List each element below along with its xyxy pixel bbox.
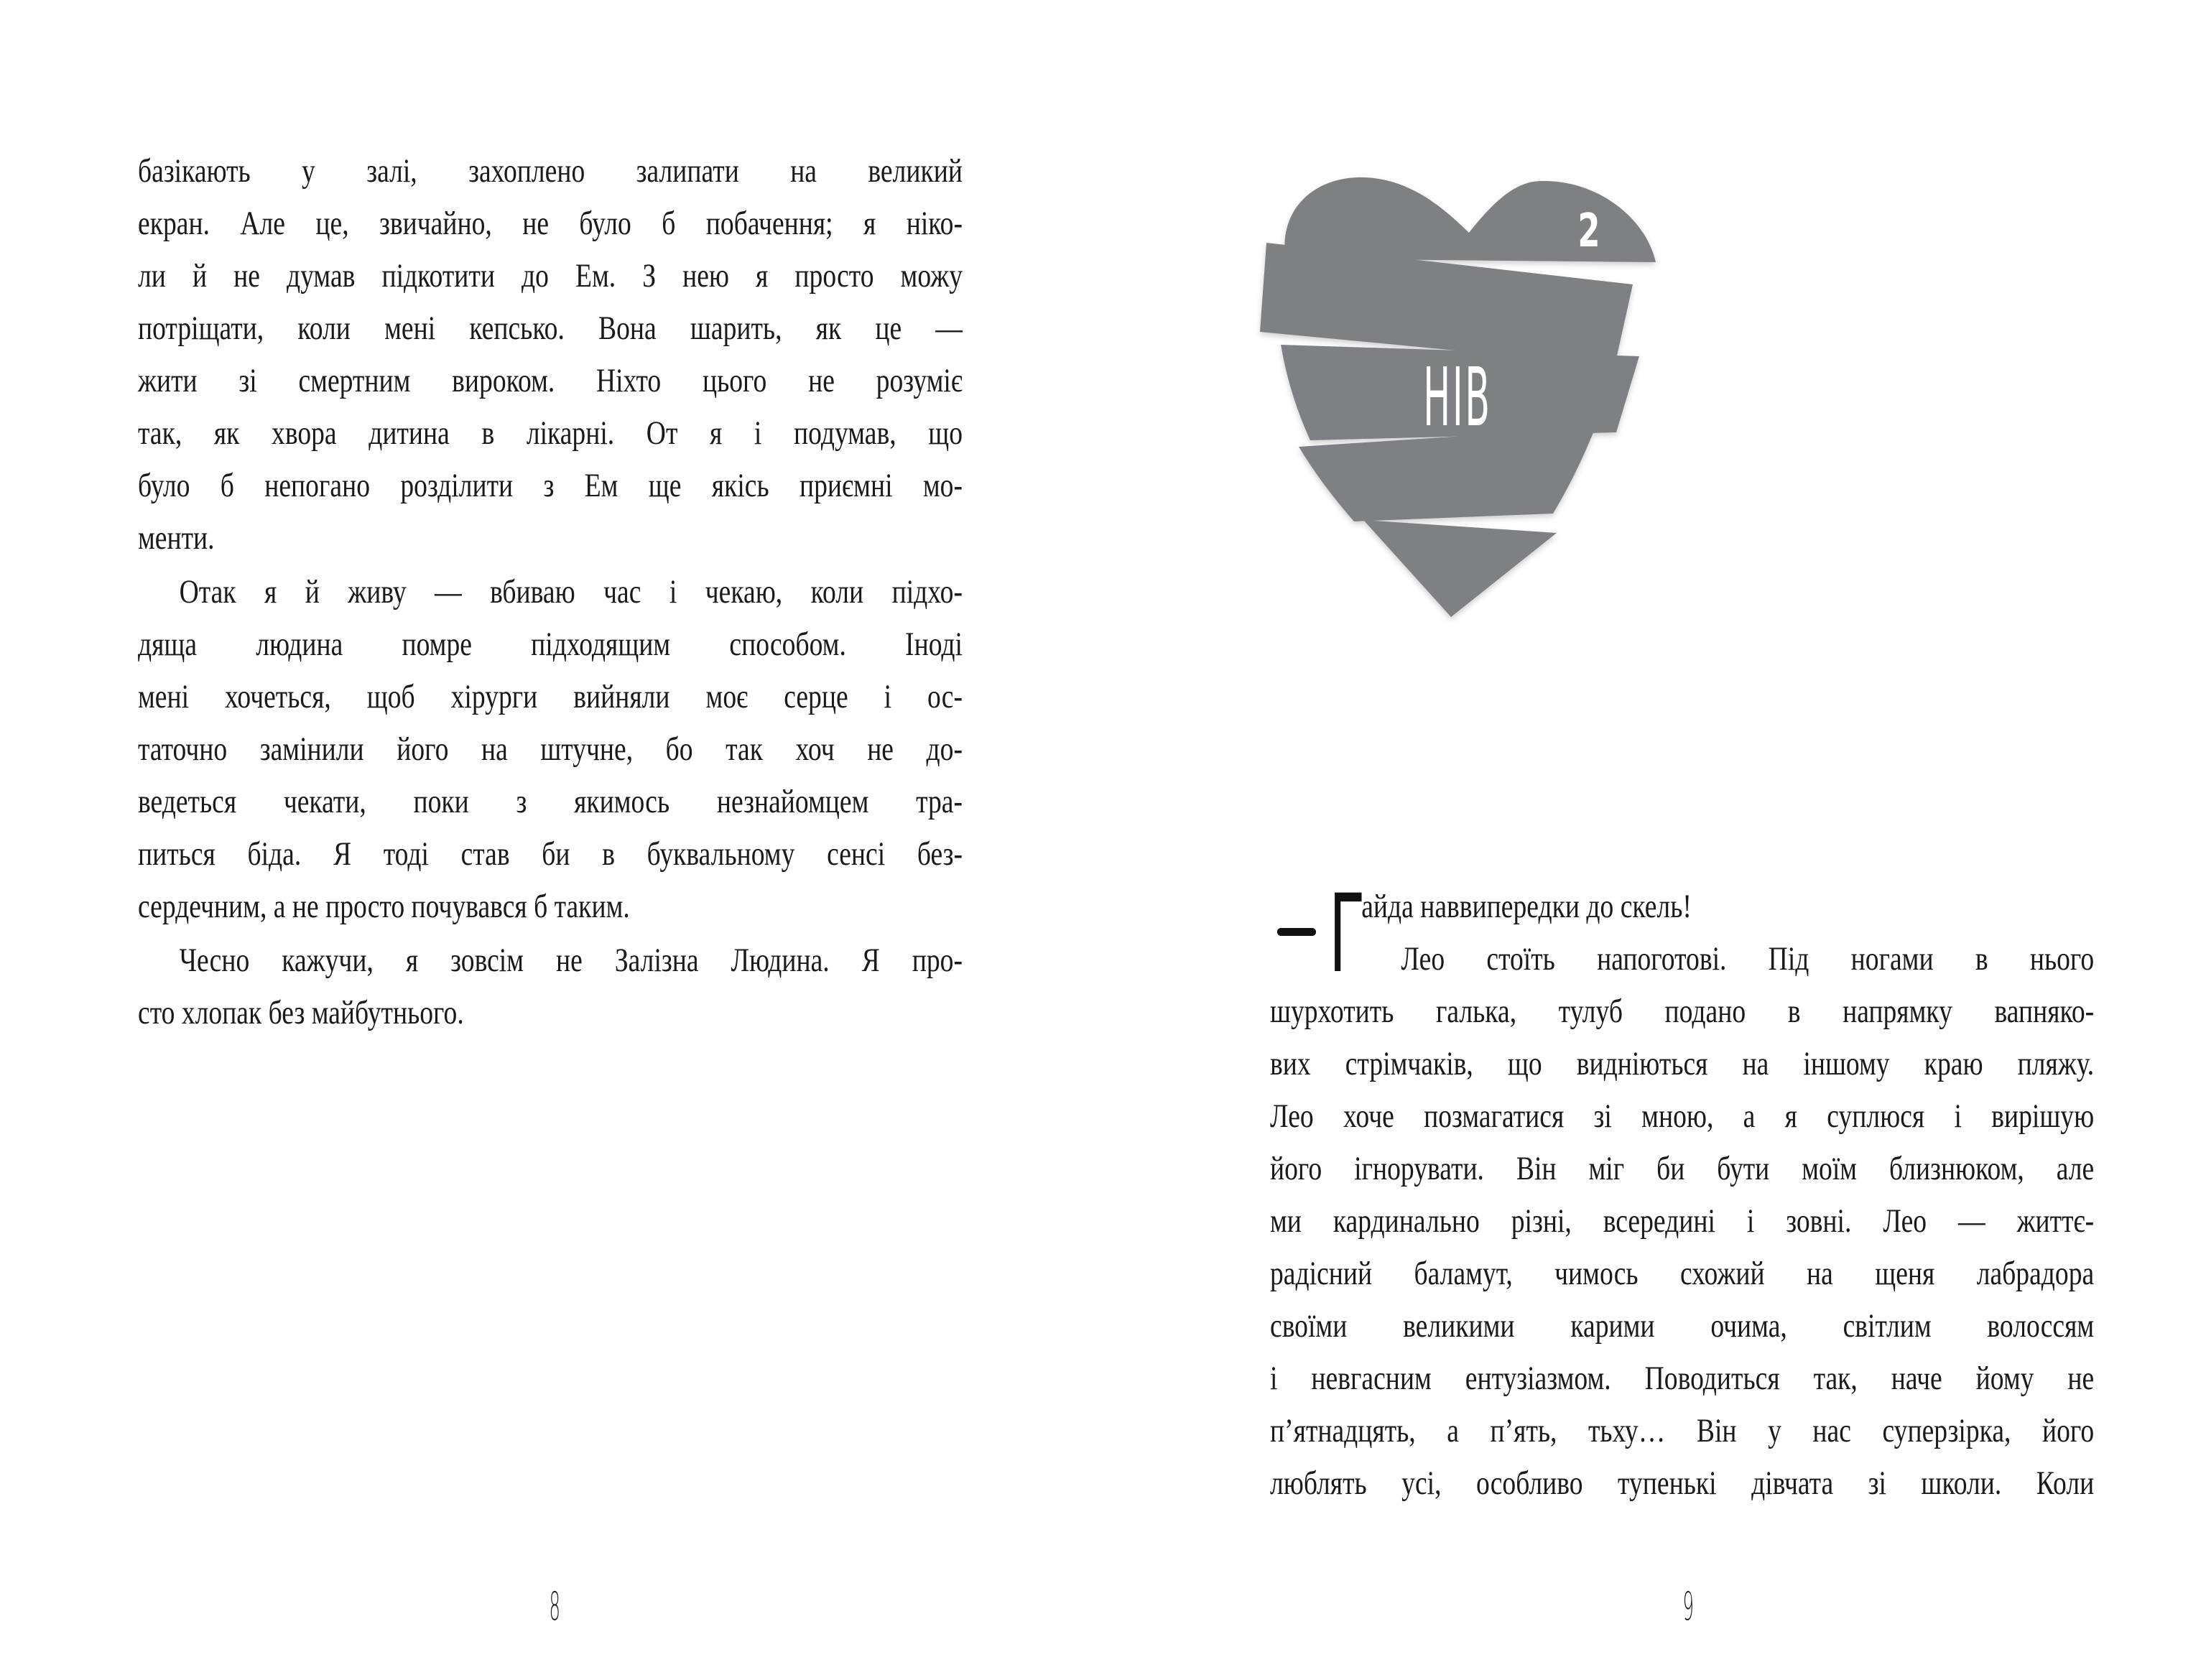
text-line: Чесно кажучи, я зовсім не Залізна Людина. Я про- bbox=[179, 942, 963, 979]
text-line: ведеться чекати, поки з якимось незнайомцем тра- bbox=[138, 783, 963, 820]
page-number-right: 9 bbox=[1682, 1584, 1694, 1629]
text-line: так, як хвора дитина в лікарні. От я і подумав, що bbox=[138, 414, 963, 452]
text-line: Лео хоче позмагатися зі мною, а я суплюся і вирішую bbox=[1270, 1097, 2095, 1135]
text-line: сто хлопак без майбутнього. bbox=[138, 994, 464, 1031]
text-line: жити зі смертним вироком. Ніхто цього не розуміє bbox=[138, 362, 963, 399]
text-line: питься біда. Я тоді став би в буквальному сенсі без- bbox=[138, 835, 963, 873]
text-line: сердечним, а не просто почувався б таким. bbox=[138, 888, 630, 925]
chapter-number: 2 bbox=[1577, 205, 1600, 259]
text-line: екран. Але це, звичайно, не було б побачення; я ніко- bbox=[138, 205, 963, 242]
text-line: менти. bbox=[138, 519, 215, 557]
text-line: було б непогано розділити з Ем ще якісь приємні мо- bbox=[138, 467, 963, 504]
text-line: шурхотить галька, тулуб подано в напрямку вапняко- bbox=[1270, 993, 2095, 1030]
text-line: дяща людина помре підходящим способом. Іноді bbox=[138, 626, 963, 663]
text-line: своїми великими карими очима, світлим волоссям bbox=[1270, 1307, 2095, 1345]
text-line: мені хочеться, щоб хірурги вийняли моє серце і ос- bbox=[138, 678, 963, 715]
text-line: таточно замінили його на штучне, бо так хоч не до- bbox=[138, 730, 963, 768]
drop-cap: Г bbox=[1329, 872, 1366, 997]
text-line: люблять усі, особливо тупенькі дівчата зі школи. Коли bbox=[1270, 1465, 2095, 1502]
text-line: його ігнорувати. Він міг би бути моїм близнюком, але bbox=[1270, 1150, 2095, 1187]
text-line: і невгасним ентузіазмом. Поводиться так, наче йому не bbox=[1270, 1360, 2095, 1397]
text-line: п’ятнадцять, а п’ять, тьху… Він у нас суперзірка, його bbox=[1270, 1412, 2095, 1449]
text-line: ми кардинально різні, всередині і зовні. Лео — життє- bbox=[1270, 1202, 2095, 1240]
right-page-text bbox=[1270, 872, 2095, 1510]
text-line: ли й не думав підкотити до Ем. З нею я просто можу bbox=[138, 257, 963, 294]
text-line: Отак я й живу — вбиваю час і чекаю, коли підхо- bbox=[179, 573, 963, 611]
text-line: Лео стоїть напоготові. Під ногами в нього bbox=[1401, 940, 2095, 978]
page-number-left: 8 bbox=[549, 1584, 560, 1629]
text-line: вих стрімчаків, що видніються на іншому краю пляжу. bbox=[1270, 1045, 2095, 1082]
text-line: потріщати, коли мені кепсько. Вона шарить, як це — bbox=[138, 310, 963, 347]
chapter-title: НІВ bbox=[1423, 351, 1492, 445]
text-line: базікають у залі, захоплено залипати на великий bbox=[138, 152, 963, 190]
text-line: радісний баламут, чимось схожий на щеня лабрадора bbox=[1270, 1255, 2095, 1292]
text-line: айда наввипередки до скель! bbox=[1361, 888, 1692, 925]
heart-strip-4 bbox=[1363, 520, 1557, 617]
